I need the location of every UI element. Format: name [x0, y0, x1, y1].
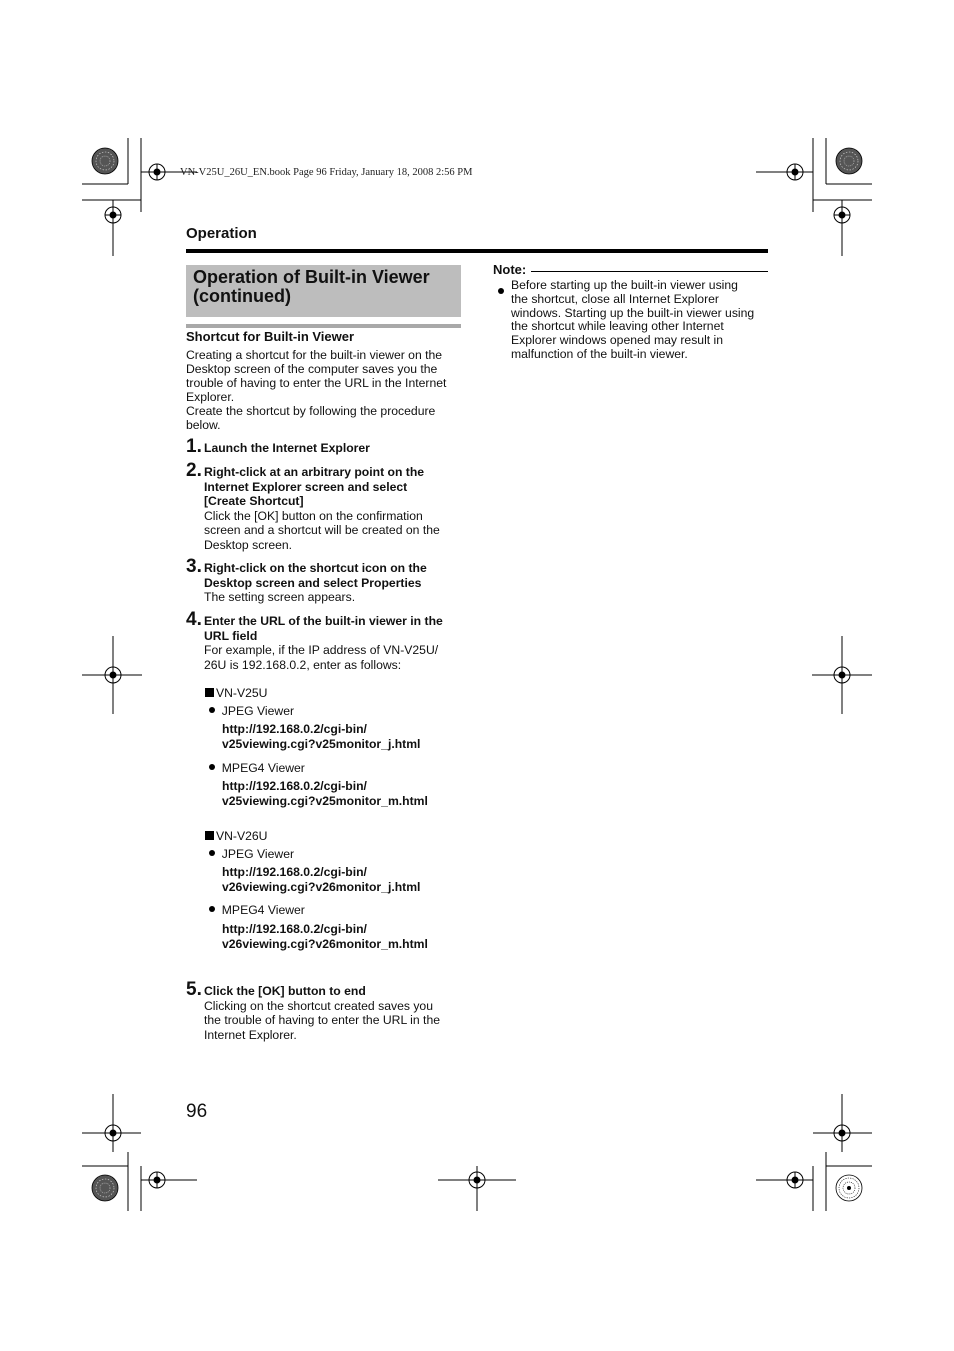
section-label: Operation [186, 225, 257, 242]
model-heading [205, 829, 267, 843]
intro-line: Creating a shortcut for the built-in viewer on the [186, 348, 443, 362]
subheading: Shortcut for Built-in Viewer [186, 329, 355, 344]
viewer-url [222, 865, 420, 894]
step-5-body-line: the trouble of having to enter the URL in the [204, 1013, 441, 1028]
step-4-number: 4. [186, 609, 202, 630]
viewer-label: MPEG4 Viewer [221, 903, 305, 917]
step-2-body-line: Click the [OK] button on the confirmation [204, 508, 423, 523]
header-rule [186, 249, 768, 253]
page-title [186, 265, 461, 317]
note-line: malfunction of the built-in viewer. [511, 346, 688, 361]
title-underline [186, 324, 461, 328]
step-4 [204, 614, 464, 672]
title-line-2: (continued) [193, 286, 291, 306]
viewer-item [209, 761, 305, 775]
square-bullet-icon [205, 831, 214, 840]
step-3-title-line: Desktop screen and select Properties [204, 575, 422, 590]
step-5 [204, 984, 464, 1042]
step-2-title-line: [Create Shortcut] [204, 494, 304, 509]
step-2-title-line: Internet Explorer screen and select [204, 479, 408, 494]
intro-line: Explorer. [186, 389, 235, 404]
step-3-title-line: Right-click on the shortcut icon on the [204, 561, 427, 575]
url-line: http://192.168.0.2/cgi-bin/ [222, 779, 367, 793]
intro-line: Create the shortcut by following the procedure [186, 403, 436, 418]
intro-line: trouble of having to enter the URL in the Internet [186, 375, 447, 390]
url-line: http://192.168.0.2/cgi-bin/ [222, 722, 367, 736]
note-title: Note: [493, 262, 527, 277]
step-4-body-line: 26U is 192.168.0.2, enter as follows: [204, 657, 402, 672]
step-3-number: 3. [186, 556, 202, 577]
step-2 [204, 465, 464, 553]
step-2-title-line: Right-click at an arbitrary point on the [204, 465, 425, 479]
viewer-url [222, 779, 428, 808]
step-3 [204, 561, 464, 605]
note-text [511, 279, 769, 362]
note-line: Explorer windows opened may result in [511, 333, 724, 348]
step-1-number: 1. [186, 436, 202, 457]
viewer-label: MPEG4 Viewer [221, 761, 305, 775]
viewer-url [222, 722, 420, 751]
intro-line: below. [186, 417, 221, 432]
square-bullet-icon [205, 688, 214, 697]
step-1-title: Launch the Internet Explorer [204, 441, 370, 455]
bullet-icon [498, 288, 504, 294]
note-line: Before starting up the built-in viewer using [511, 278, 738, 292]
bullet-icon [209, 764, 215, 770]
step-5-body-line: Clicking on the shortcut created saves you [204, 998, 433, 1013]
bullet-icon [209, 850, 215, 856]
viewer-label: JPEG Viewer [221, 704, 295, 718]
url-line: v26viewing.cgi?v26monitor_m.html [222, 936, 428, 951]
step-2-body-line: screen and a shortcut will be created on the [204, 523, 440, 538]
step-5-body-line: Internet Explorer. [204, 1027, 297, 1042]
step-4-title-line: URL field [204, 628, 258, 643]
step-4-title-line: Enter the URL of the built-in viewer in the [204, 614, 443, 628]
bullet-icon [209, 707, 215, 713]
url-line: http://192.168.0.2/cgi-bin/ [222, 922, 367, 936]
note-line: the shortcut, close all Internet Explorer [511, 291, 719, 306]
note-line: the shortcut while leaving other Internet [511, 319, 724, 334]
model-name: VN-V26U [216, 829, 268, 843]
note-line: windows. Starting up the built-in viewer using [511, 305, 755, 320]
step-5-number: 5. [186, 979, 202, 1000]
url-line: v26viewing.cgi?v26monitor_j.html [222, 879, 421, 894]
url-line: http://192.168.0.2/cgi-bin/ [222, 865, 367, 879]
step-4-body-line: For example, if the IP address of VN-V25U/ [204, 643, 439, 658]
viewer-label: JPEG Viewer [221, 847, 295, 861]
viewer-item [209, 704, 294, 718]
url-line: v25viewing.cgi?v25monitor_m.html [222, 793, 428, 808]
note-bullet [498, 283, 504, 301]
note-rule [531, 271, 768, 272]
step-2-body-line: Desktop screen. [204, 537, 293, 552]
step-5-title-line: Click the [OK] button to end [204, 984, 366, 998]
model-heading [205, 686, 267, 700]
page-number: 96 [186, 1101, 208, 1122]
intro-line: Desktop screen of the computer saves you the [186, 361, 438, 376]
url-line: v25viewing.cgi?v25monitor_j.html [222, 736, 421, 751]
intro-paragraph [186, 349, 462, 432]
viewer-item [209, 903, 305, 917]
viewer-item [209, 847, 294, 861]
book-header: VN-V25U_26U_EN.book Page 96 Friday, January 18, 2008 2:56 PM [180, 167, 473, 178]
step-2-number: 2. [186, 460, 202, 481]
title-line-1: Operation of Built-in Viewer [193, 267, 430, 287]
step-3-body-line: The setting screen appears. [204, 590, 356, 605]
bullet-icon [209, 906, 215, 912]
viewer-url [222, 922, 428, 951]
model-name: VN-V25U [216, 686, 268, 700]
